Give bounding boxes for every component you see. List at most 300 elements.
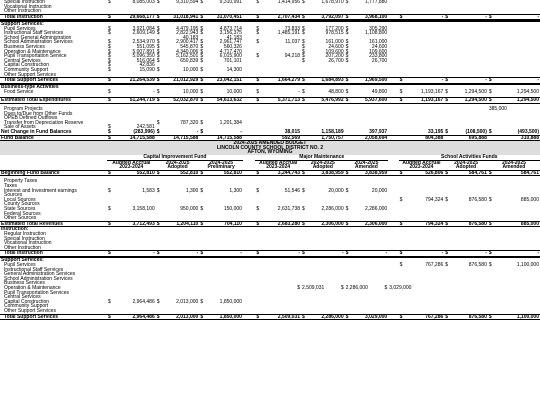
cell-value: $	[345, 43, 349, 50]
cell-value: $	[445, 77, 449, 84]
row-label: Other Support Services	[4, 308, 56, 314]
cell-value: $	[488, 88, 492, 95]
cell-value: 24,600	[328, 43, 344, 50]
table-row	[0, 314, 540, 320]
cell-value: 3,838,959	[349, 170, 388, 176]
cell-value: $	[256, 97, 260, 104]
cell-value: $	[399, 220, 403, 227]
cell-value: $	[445, 250, 449, 257]
row-label: General Administration Services	[4, 271, 76, 278]
cell-value: $	[200, 205, 204, 212]
cell-value: 2,631,738	[277, 205, 301, 212]
cell-value: $	[445, 196, 449, 203]
cell-value: 10,000	[226, 88, 242, 95]
cell-value: $	[107, 97, 111, 104]
cell-value: 650,839	[180, 57, 199, 64]
cell-value: $	[345, 220, 349, 227]
row-label: Estimated Total Revenues	[0, 221, 107, 227]
cell-value: $	[399, 88, 403, 95]
cell-value: $	[256, 77, 260, 84]
cell-value: $	[345, 48, 349, 55]
cell-value: $	[156, 313, 160, 320]
cell-value: $	[107, 88, 111, 95]
cell-value: 551,095	[136, 43, 155, 50]
cell-value: $	[156, 43, 160, 50]
cell-value: $	[107, 13, 111, 20]
cell-value: $	[256, 0, 260, 5]
cell-value: $	[345, 187, 349, 194]
cell-value: $	[399, 250, 403, 257]
cell-value: $	[107, 77, 111, 84]
cell-value: $	[384, 285, 388, 292]
cell-value: 1,777,880	[364, 0, 388, 5]
cell-value: $	[399, 77, 403, 84]
row-label: Federal Sources	[4, 210, 41, 217]
cell-value: 2,707,434	[260, 14, 302, 20]
cell-value: $	[488, 77, 492, 84]
cell-value: $	[345, 97, 349, 104]
cell-value: $	[345, 77, 349, 84]
cell-value: $	[200, 169, 204, 176]
cell-value: 2,609,149	[132, 30, 155, 37]
row-label: Instructional Staff Services	[4, 266, 64, 273]
row-label: Business Services	[4, 280, 45, 287]
cell-value: 1,583	[142, 187, 155, 194]
cell-value: (493,500)	[517, 129, 539, 136]
cell-value: 804,388	[403, 135, 445, 141]
cell-value: $	[345, 205, 349, 212]
cell-value: $	[107, 43, 111, 50]
column-header: 2024-2025	[454, 159, 479, 166]
row-label: Property Taxes	[4, 178, 38, 185]
cell-value: $	[156, 39, 160, 46]
cell-value: 794,324	[403, 221, 445, 227]
column-header: Adopted	[167, 164, 188, 171]
column-header: Audited Accrual	[402, 159, 441, 166]
fund-group-capital: Capital Improvement Fund	[107, 155, 243, 160]
cell-value: 233,800	[369, 53, 388, 60]
cell-value: 5,096,350	[132, 53, 155, 60]
cell-value: -	[403, 14, 445, 20]
row-label: OPEB Defined Outflows	[4, 115, 58, 122]
cell-value: $	[302, 88, 305, 95]
row-label: Capital Construction	[4, 298, 50, 305]
cell-value: 5,476,992	[305, 98, 344, 104]
cell-value: $	[200, 187, 204, 194]
cell-value: 26,700	[371, 57, 388, 64]
cell-value: $	[345, 313, 349, 320]
cell-value: $	[445, 313, 449, 320]
cell-value: 14,715,588	[203, 135, 242, 141]
cell-value: 584,761	[448, 170, 487, 176]
row-label: Community Support	[4, 303, 49, 310]
cell-value: $	[107, 48, 111, 55]
cell-value: $	[399, 196, 403, 203]
cell-value: 552,810	[111, 170, 156, 176]
column-header: Adopted	[455, 164, 477, 171]
cell-value: 310,888	[492, 135, 540, 141]
cell-value: 1,201,384	[219, 119, 242, 126]
cell-value: 3,029,000	[389, 285, 412, 292]
cell-value: $	[445, 13, 449, 20]
cell-value: 207,200	[325, 53, 344, 60]
cell-value: 33,195	[427, 129, 444, 136]
cell-value: $	[107, 169, 111, 176]
row-label: Fund Balance	[0, 135, 107, 141]
cell-value: 3,712,493	[111, 221, 156, 227]
cell-value: 4,717,470	[219, 48, 242, 55]
cell-value: $	[302, 250, 305, 257]
cell-value: 978,515	[325, 30, 344, 37]
cell-value: $	[156, 48, 160, 55]
cell-value: $	[345, 57, 349, 64]
row-label: Operation & Maintenance	[4, 48, 61, 55]
cell-value: 950,000	[180, 205, 199, 212]
column-header: Audited Accrual	[112, 159, 151, 166]
cell-value: 1,969,500	[349, 78, 388, 84]
support-services-header: Support Services:	[1, 257, 44, 264]
cell-value: $	[200, 119, 204, 126]
cell-value: 1,485,191	[277, 30, 301, 37]
row-label: Program Projects	[4, 106, 43, 113]
cell-value	[388, 314, 398, 320]
row-label: School Administration Services	[4, 275, 73, 282]
cell-value: 1,294,500	[492, 98, 540, 104]
row-label: Pupil Services	[4, 25, 36, 32]
cell-value: 1,850,000	[219, 298, 242, 305]
cell-value: 3,158,100	[132, 205, 155, 212]
cell-value: $	[445, 169, 449, 176]
cell-value: $	[399, 13, 403, 20]
cell-value: 9,310,594	[176, 0, 199, 5]
cell-value: -	[203, 251, 242, 257]
cell-value: 31,018,941	[160, 14, 199, 20]
cell-value: $	[302, 25, 305, 32]
cell-value: $	[200, 25, 204, 32]
cell-value: $	[488, 313, 492, 320]
cell-value: $	[302, 43, 305, 50]
row-label: Total Support Services	[0, 314, 107, 320]
cell-value: 20,000	[371, 187, 388, 194]
cell-value: $	[302, 0, 305, 5]
cell-value: $	[256, 53, 260, 60]
cell-value: -	[403, 78, 445, 84]
cell-value: $	[156, 13, 160, 20]
cell-value: 29,668,177	[111, 14, 156, 20]
cell-value: $	[345, 25, 349, 32]
cell-value: 1,300	[185, 187, 199, 194]
cell-value: $	[345, 169, 349, 176]
cell-value: $	[488, 169, 492, 176]
cell-value: 14,715,588	[160, 135, 199, 141]
cell-value: $	[107, 124, 111, 131]
support-services-header: Support Services:	[1, 20, 44, 27]
column-header: 2024-2025	[501, 159, 526, 166]
cell-value: 592,569	[260, 135, 302, 141]
cell-value: $	[107, 129, 111, 136]
cell-value: 2,058,694	[349, 135, 388, 141]
cell-value: 161,000	[325, 39, 344, 46]
cell-value: 2,683,280	[260, 221, 302, 227]
cell-value: -	[111, 251, 156, 257]
cell-value: -	[349, 251, 388, 257]
cell-value: 1,750,757	[305, 135, 344, 141]
cell-value: 1,108,800	[364, 30, 388, 37]
cell-value: $	[302, 187, 305, 194]
budget-title-line: LINCOLN COUNTY SCHOOL DISTRICT NO. 2	[0, 146, 540, 151]
fund-group-school-activities: School Activities Funds	[399, 155, 540, 160]
cell-value: -	[196, 129, 199, 136]
cell-value: 876,580	[468, 196, 487, 203]
row-label: Special Instruction	[4, 0, 45, 5]
cell-value: $	[345, 13, 349, 20]
cell-value: 552,810	[160, 170, 199, 176]
cell-value: 3,921,084	[132, 25, 155, 32]
cell-value: -	[492, 14, 540, 20]
cell-value: $	[488, 13, 492, 20]
cell-value: $	[107, 134, 111, 141]
row-label: Total Instruction	[0, 14, 107, 20]
cell-value: $	[156, 30, 160, 37]
cell-value: 31,070,451	[203, 14, 242, 20]
column-header: 2023-2024	[119, 164, 144, 171]
cell-value: 42,836	[139, 62, 155, 69]
column-header: 2023-2024	[409, 164, 434, 171]
cell-value: $	[302, 30, 305, 37]
cell-value: -	[260, 251, 302, 257]
cell-value: 1,300	[229, 187, 242, 194]
cell-value: $	[445, 88, 449, 95]
cell-value: $	[488, 97, 492, 104]
column-header: 2023-2024	[266, 164, 291, 171]
cell-value: 545,870	[180, 43, 199, 50]
cell-value: 6,015,900	[219, 53, 242, 60]
cell-value: $	[156, 0, 160, 5]
cell-value: $	[200, 77, 204, 84]
cell-value: 40,183	[183, 34, 199, 41]
cell-value: $	[488, 220, 492, 227]
cell-value: $	[107, 250, 111, 257]
cell-value: 2,013,000	[176, 298, 199, 305]
cell-value: $	[488, 129, 492, 136]
cell-value: $	[200, 88, 204, 95]
cell-value: $	[399, 313, 403, 320]
cell-value: $	[156, 88, 160, 95]
cell-value: 3,838,959	[305, 170, 344, 176]
cell-value: $	[302, 220, 305, 227]
cell-value: $	[107, 57, 111, 64]
cell-value: 2,286,000	[345, 285, 368, 292]
cell-value: 109,600	[369, 48, 388, 55]
cell-value: 560,326	[223, 43, 242, 50]
cell-value: 2,900,417	[176, 39, 199, 46]
row-label: Other Support Services	[4, 71, 56, 78]
row-label: County Sources	[4, 201, 40, 208]
column-header: Adopted	[312, 164, 333, 171]
cell-value: -	[448, 14, 487, 20]
cell-value: 1,100,000	[516, 262, 539, 269]
row-label: Dues to/Due from Other Funds	[4, 110, 73, 117]
cell-value: 2,822,943	[176, 30, 199, 37]
cell-value: $	[107, 62, 111, 69]
cell-value: 5,162,501	[176, 53, 199, 60]
cell-value: $	[200, 57, 204, 64]
cell-value: $	[107, 187, 111, 194]
cell-value: 1,414,956	[277, 0, 301, 5]
cell-value: 23,042,151	[203, 78, 242, 84]
column-header: Audited Accrual	[259, 159, 298, 166]
cell-value: $	[256, 30, 260, 37]
cell-value: $	[200, 13, 204, 20]
row-label: Central Services	[4, 294, 41, 301]
cell-value: $	[200, 129, 204, 136]
cell-value: $	[107, 220, 111, 227]
cell-value: 1,193,167	[421, 88, 444, 95]
cell-value: 876,580	[468, 262, 487, 269]
cell-value: 51,244,719	[111, 98, 156, 104]
cell-value: 1,193,167	[403, 98, 445, 104]
cell-value: $	[297, 285, 301, 292]
cell-value: 794,324	[425, 196, 444, 203]
cell-value: 526,806	[403, 170, 445, 176]
row-label: Interest and Investment earnings	[4, 187, 77, 194]
cell-value: 8,085,003	[132, 0, 155, 5]
cell-value: $	[256, 25, 260, 32]
row-label: Taxes	[4, 182, 18, 189]
fund-group-major-maintenance: Major Maintenance	[255, 155, 388, 160]
cell-value: 787,320	[180, 119, 199, 126]
cell-value: 4,873,714	[219, 25, 242, 32]
cell-value: $	[340, 285, 344, 292]
cell-value: 516,064	[136, 57, 155, 64]
cell-value: 1,294,500	[448, 98, 487, 104]
cell-value: $	[200, 39, 204, 46]
cell-value: $	[156, 97, 160, 104]
cell-value: $	[488, 262, 492, 269]
cell-value: 4,479,195	[176, 25, 199, 32]
cell-value: $	[302, 53, 305, 60]
cell-value: $	[156, 119, 160, 126]
cell-value: 11,037	[285, 39, 301, 46]
cell-value: $	[256, 313, 260, 320]
column-header: 2024-2025	[354, 159, 379, 166]
row-label: Sources	[4, 192, 23, 199]
cell-value: 26,700	[328, 57, 344, 64]
cell-value: -	[240, 129, 242, 136]
cell-value: 2,286,000	[364, 205, 388, 212]
cell-value: $	[200, 0, 204, 5]
cell-value: $	[156, 169, 160, 176]
cell-value: 1,664,279	[260, 78, 302, 84]
cell-value: 2,964,486	[111, 314, 156, 320]
cell-value: 94,218	[284, 53, 301, 60]
cell-value: 9,310,991	[219, 0, 242, 5]
cell-value: -	[305, 251, 344, 257]
cell-value: 876,580	[448, 221, 487, 227]
cell-value: 885,000	[492, 221, 540, 227]
cell-value: $	[488, 196, 492, 203]
column-header: 2024-2025	[209, 159, 234, 166]
row-label: Total Instruction	[0, 251, 107, 257]
cell-value: 150,000	[223, 205, 242, 212]
cell-value: $	[156, 66, 160, 73]
budget-title-line: AFTON, WYOMING	[0, 150, 540, 155]
cell-value: 73,833	[284, 25, 301, 32]
cell-value: $	[156, 250, 160, 257]
cell-value: $	[200, 250, 204, 257]
cell-value: 41,183	[226, 34, 242, 41]
cell-value: 21,012,929	[160, 78, 199, 84]
cell-value: 14,300	[226, 66, 242, 73]
row-label: Estimated Total Expenditures	[0, 98, 107, 104]
cell-value: $	[156, 129, 160, 136]
cell-value: $	[345, 88, 349, 95]
row-label: Regular Instruction	[4, 230, 46, 237]
cell-value: 2,013,000	[160, 314, 199, 320]
cell-value: $	[107, 25, 111, 32]
cell-value: 15,090	[139, 66, 155, 73]
cell-value: $	[302, 313, 305, 320]
row-label: Other Sources	[4, 215, 37, 222]
cell-value: 51,546	[284, 187, 301, 194]
cell-value: $	[256, 13, 260, 20]
cell-value: 701,101	[223, 57, 242, 64]
cell-value: $	[256, 187, 260, 194]
cell-value: 584,761	[492, 170, 540, 176]
cell-value: 876,580	[448, 314, 487, 320]
row-label: Other Instruction	[4, 244, 41, 251]
cell-value: $	[302, 97, 305, 104]
cell-value: $	[156, 77, 160, 84]
cell-value: $	[256, 250, 260, 257]
cell-value: 109,600	[325, 48, 344, 55]
row-label: Beginning Fund Balance	[0, 170, 107, 176]
row-label: Community Support	[4, 66, 49, 73]
cell-value: 3,156,375	[219, 30, 242, 37]
cell-value: $	[256, 220, 260, 227]
cell-value: $	[107, 66, 111, 73]
row-label: Central Services	[4, 57, 41, 64]
column-header: 2024-2025	[165, 159, 190, 166]
cell-value: 1,294,500	[464, 88, 487, 95]
cell-value	[243, 314, 251, 320]
row-label: Vocational Instruction	[4, 3, 52, 10]
column-header: Amended	[355, 164, 378, 171]
cell-value: -	[298, 88, 301, 95]
cell-value: 385,000	[488, 106, 507, 113]
cell-value: $	[302, 77, 305, 84]
cell-value: 5,371,713	[260, 98, 302, 104]
cell-value: $	[256, 205, 260, 212]
cell-value: 38,015	[284, 129, 301, 136]
cell-value: $	[156, 53, 160, 60]
cell-value: $	[399, 169, 403, 176]
row-label: Transfer from Depreciation Reserve	[4, 119, 84, 126]
cell-value: 52,032,870	[160, 98, 199, 104]
cell-value: $	[200, 43, 204, 50]
column-header: Preliminary	[207, 164, 235, 171]
row-label: Operation & Maintenance	[4, 285, 61, 292]
cell-value: -	[403, 251, 445, 257]
row-label: Net Change in Fund Balances	[1, 129, 72, 136]
cell-value: 2,534,970	[132, 39, 155, 46]
cell-value: 2,286,000	[305, 314, 344, 320]
cell-value: $	[200, 298, 204, 305]
cell-value: $	[200, 220, 204, 227]
cell-value: $	[445, 220, 449, 227]
cell-value: $	[345, 30, 349, 37]
cell-value: 161,000	[369, 39, 388, 46]
